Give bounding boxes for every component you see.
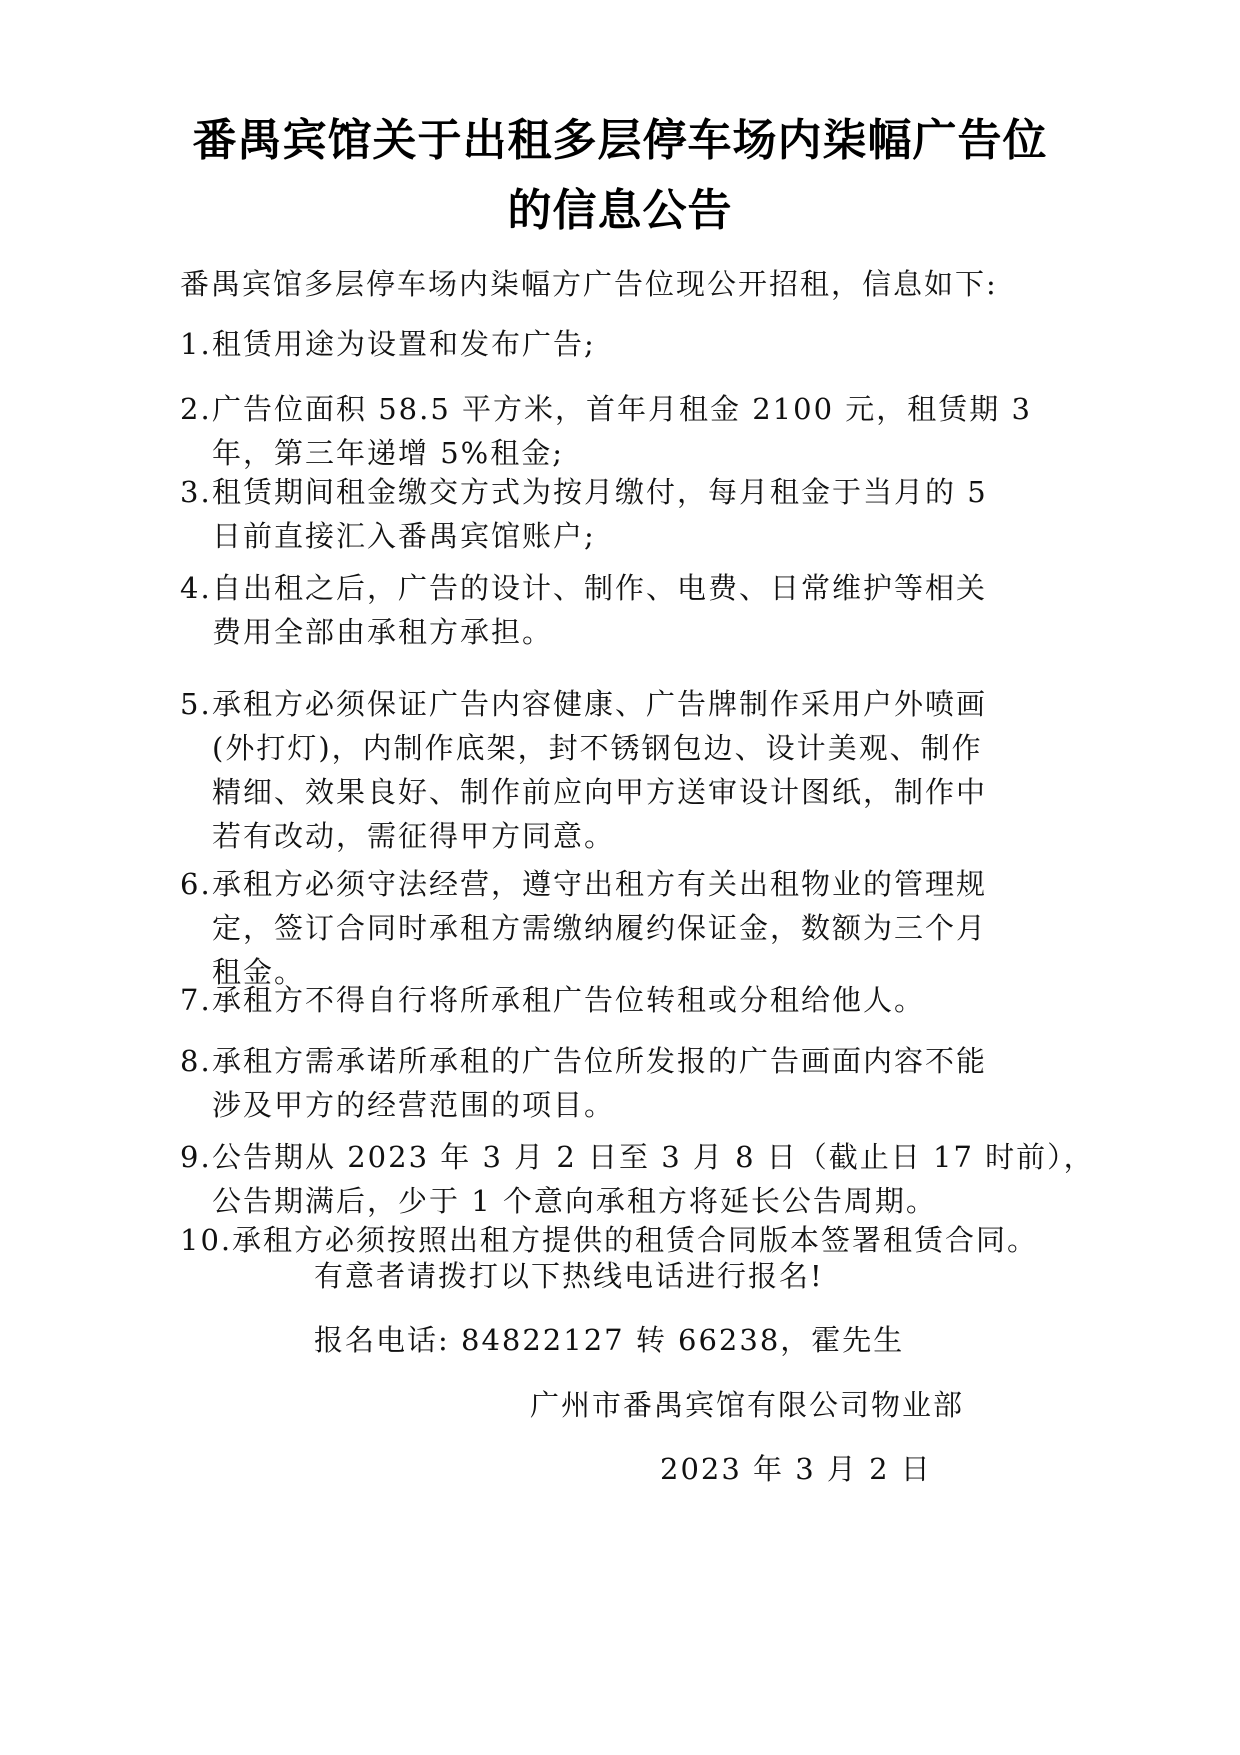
term-number: 5. [180,687,212,721]
term-text-line: 年，第三年递增 5%租金; [212,436,564,470]
term-number: 9. [180,1140,212,1174]
term-number: 3. [180,475,212,509]
term-text-line: 定，签订合同时承租方需缴纳履约保证金，数额为三个月 [212,911,988,945]
term-text-line: 广告位面积 58.5 平方米，首年月租金 2100 元，租赁期 3 [212,392,1032,426]
issuer-signature: 广州市番禺宾馆有限公司物业部 [530,1388,965,1422]
term-number: 10. [180,1223,233,1257]
notice-title-line-1: 番禺宾馆关于出租多层停车场内柒幅广告位 [192,115,1048,166]
term-text [212,322,1080,366]
term-text [212,862,1080,994]
term-item [180,1135,1095,1223]
term-text-line: 若有改动，需征得甲方同意。 [212,819,616,853]
issue-date: 2023 年 3 月 2 日 [660,1452,932,1486]
intro-paragraph: 番禺宾馆多层停车场内柒幅方广告位现公开招租，信息如下: [180,267,998,301]
term-text-line: 承租方需承诺所承租的广告位所发报的广告画面内容不能 [212,1044,988,1078]
term-number: 4. [180,571,212,605]
term-item [180,1039,1080,1127]
term-number: 6. [180,867,212,901]
term-text-line: 涉及甲方的经营范围的项目。 [212,1088,616,1122]
contact-line: 报名电话: 84822127 转 66238，霍先生 [314,1323,905,1357]
term-text [212,1135,1095,1223]
term-text-line: 日前直接汇入番禺宾馆账户; [212,519,596,553]
call-to-action: 有意者请拨打以下热线电话进行报名! [314,1259,824,1293]
term-text-line: 费用全部由承租方承担。 [212,615,554,649]
term-text-line: 租赁用途为设置和发布广告; [212,327,596,361]
term-text-line: 承租方必须保证广告内容健康、广告牌制作采用户外喷画 [212,687,988,721]
term-text-line: 租金。 [212,955,306,989]
term-number: 7. [180,983,212,1017]
term-text [212,1039,1080,1127]
term-item [180,322,1080,366]
term-text [212,470,1080,558]
term-text-line: 承租方必须按照出租方提供的租赁合同版本签署租赁合同。 [232,1223,1039,1257]
term-text [212,387,1080,475]
term-number: 1. [180,327,212,361]
term-item [180,470,1080,558]
term-text-line: 承租方不得自行将所承租广告位转租或分租给他人。 [212,983,926,1017]
term-item [180,978,1080,1022]
term-text [212,978,1080,1022]
notice-title-line-2: 的信息公告 [507,185,733,236]
term-text [212,682,1080,858]
term-number: 8. [180,1044,212,1078]
term-text-line: 精细、效果良好、制作前应向甲方送审设计图纸，制作中 [212,775,988,809]
term-text [212,566,1080,654]
term-item [180,682,1080,858]
term-text-line: (外打灯)，内制作底架，封不锈钢包边、设计美观、制作 [212,731,983,765]
term-text-line: 租赁期间租金缴交方式为按月缴付，每月租金于当月的 5 [212,475,988,509]
term-text-line: 自出租之后，广告的设计、制作、电费、日常维护等相关 [212,571,988,605]
term-item [180,862,1080,994]
term-text-line: 公告期满后，少于 1 个意向承租方将延长公告周期。 [212,1184,937,1218]
term-text-line: 承租方必须守法经营，遵守出租方有关出租物业的管理规 [212,867,988,901]
term-item [180,566,1080,654]
term-item [180,387,1080,475]
term-number: 2. [180,392,212,426]
term-text-line: 公告期从 2023 年 3 月 2 日至 3 月 8 日（截止日 17 时前）， [212,1140,1095,1174]
